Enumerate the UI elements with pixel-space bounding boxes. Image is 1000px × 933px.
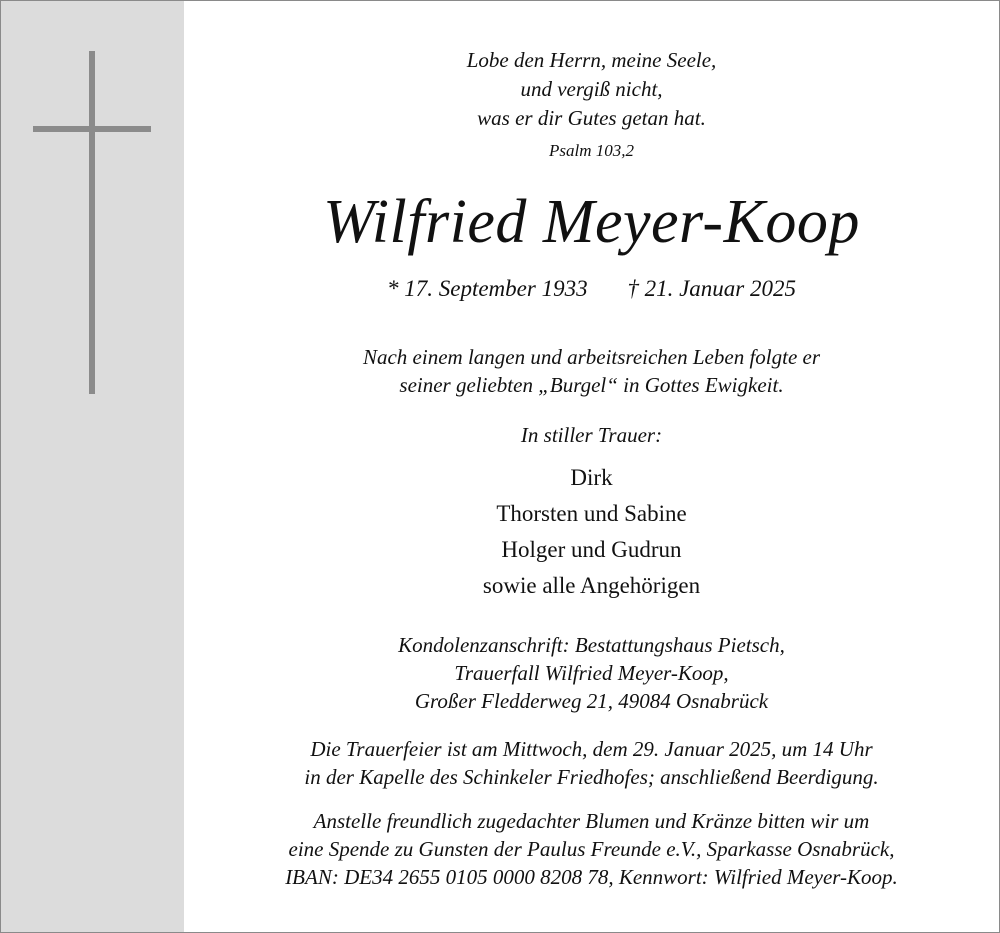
mourner-name: Thorsten und Sabine (496, 501, 687, 526)
condolence-address (184, 631, 999, 715)
psalm-reference: Psalm 103,2 (549, 141, 634, 160)
tribute-line: seiner geliebten „Burgel“ in Gottes Ewigkeit. (399, 373, 784, 397)
cross-vertical-bar (89, 51, 95, 394)
donation-request (184, 807, 999, 891)
tribute-line: Nach einem langen und arbeitsreichen Leben folgte er (362, 345, 821, 369)
birth-date: * 17. September 1933 (387, 276, 588, 301)
deceased-name: Wilfried Meyer-Koop (323, 188, 860, 256)
sidebar-panel (1, 1, 184, 932)
tribute-text (184, 343, 999, 399)
condolence-line: Kondolenzanschrift: Bestattungshaus Pietsch, (398, 633, 785, 657)
mourner-name: Dirk (570, 465, 613, 490)
psalm-line: und vergiß nicht, (520, 77, 663, 101)
donation-line: IBAN: DE34 2655 0105 0000 8208 78, Kennwort: Wilfried Meyer-Koop. (285, 865, 898, 889)
ceremony-info (184, 735, 999, 791)
mourners-list (184, 460, 999, 604)
mourner-name: sowie alle Angehörigen (482, 573, 701, 598)
psalm-verse (184, 46, 999, 133)
life-dates (184, 276, 999, 302)
ceremony-line: in der Kapelle des Schinkeler Friedhofes; anschließend Beerdigung. (304, 765, 879, 789)
donation-line: eine Spende zu Gunsten der Paulus Freunde e.V., Sparkasse Osnabrück, (288, 837, 895, 861)
donation-line: Anstelle freundlich zugedachter Blumen und Kränze bitten wir um (313, 809, 870, 833)
ceremony-line: Die Trauerfeier ist am Mittwoch, dem 29. Januar 2025, um 14 Uhr (310, 737, 873, 761)
mourner-name: Holger und Gudrun (501, 537, 682, 562)
mourning-intro: In stiller Trauer: (520, 423, 663, 447)
condolence-line: Großer Fledderweg 21, 49084 Osnabrück (414, 689, 769, 713)
obituary-content (184, 1, 999, 932)
psalm-line: Lobe den Herrn, meine Seele, (466, 48, 717, 72)
cross-horizontal-bar (33, 126, 151, 132)
condolence-line: Trauerfall Wilfried Meyer-Koop, (454, 661, 729, 685)
death-date: † 21. Januar 2025 (627, 276, 796, 301)
psalm-line: was er dir Gutes getan hat. (477, 106, 706, 130)
